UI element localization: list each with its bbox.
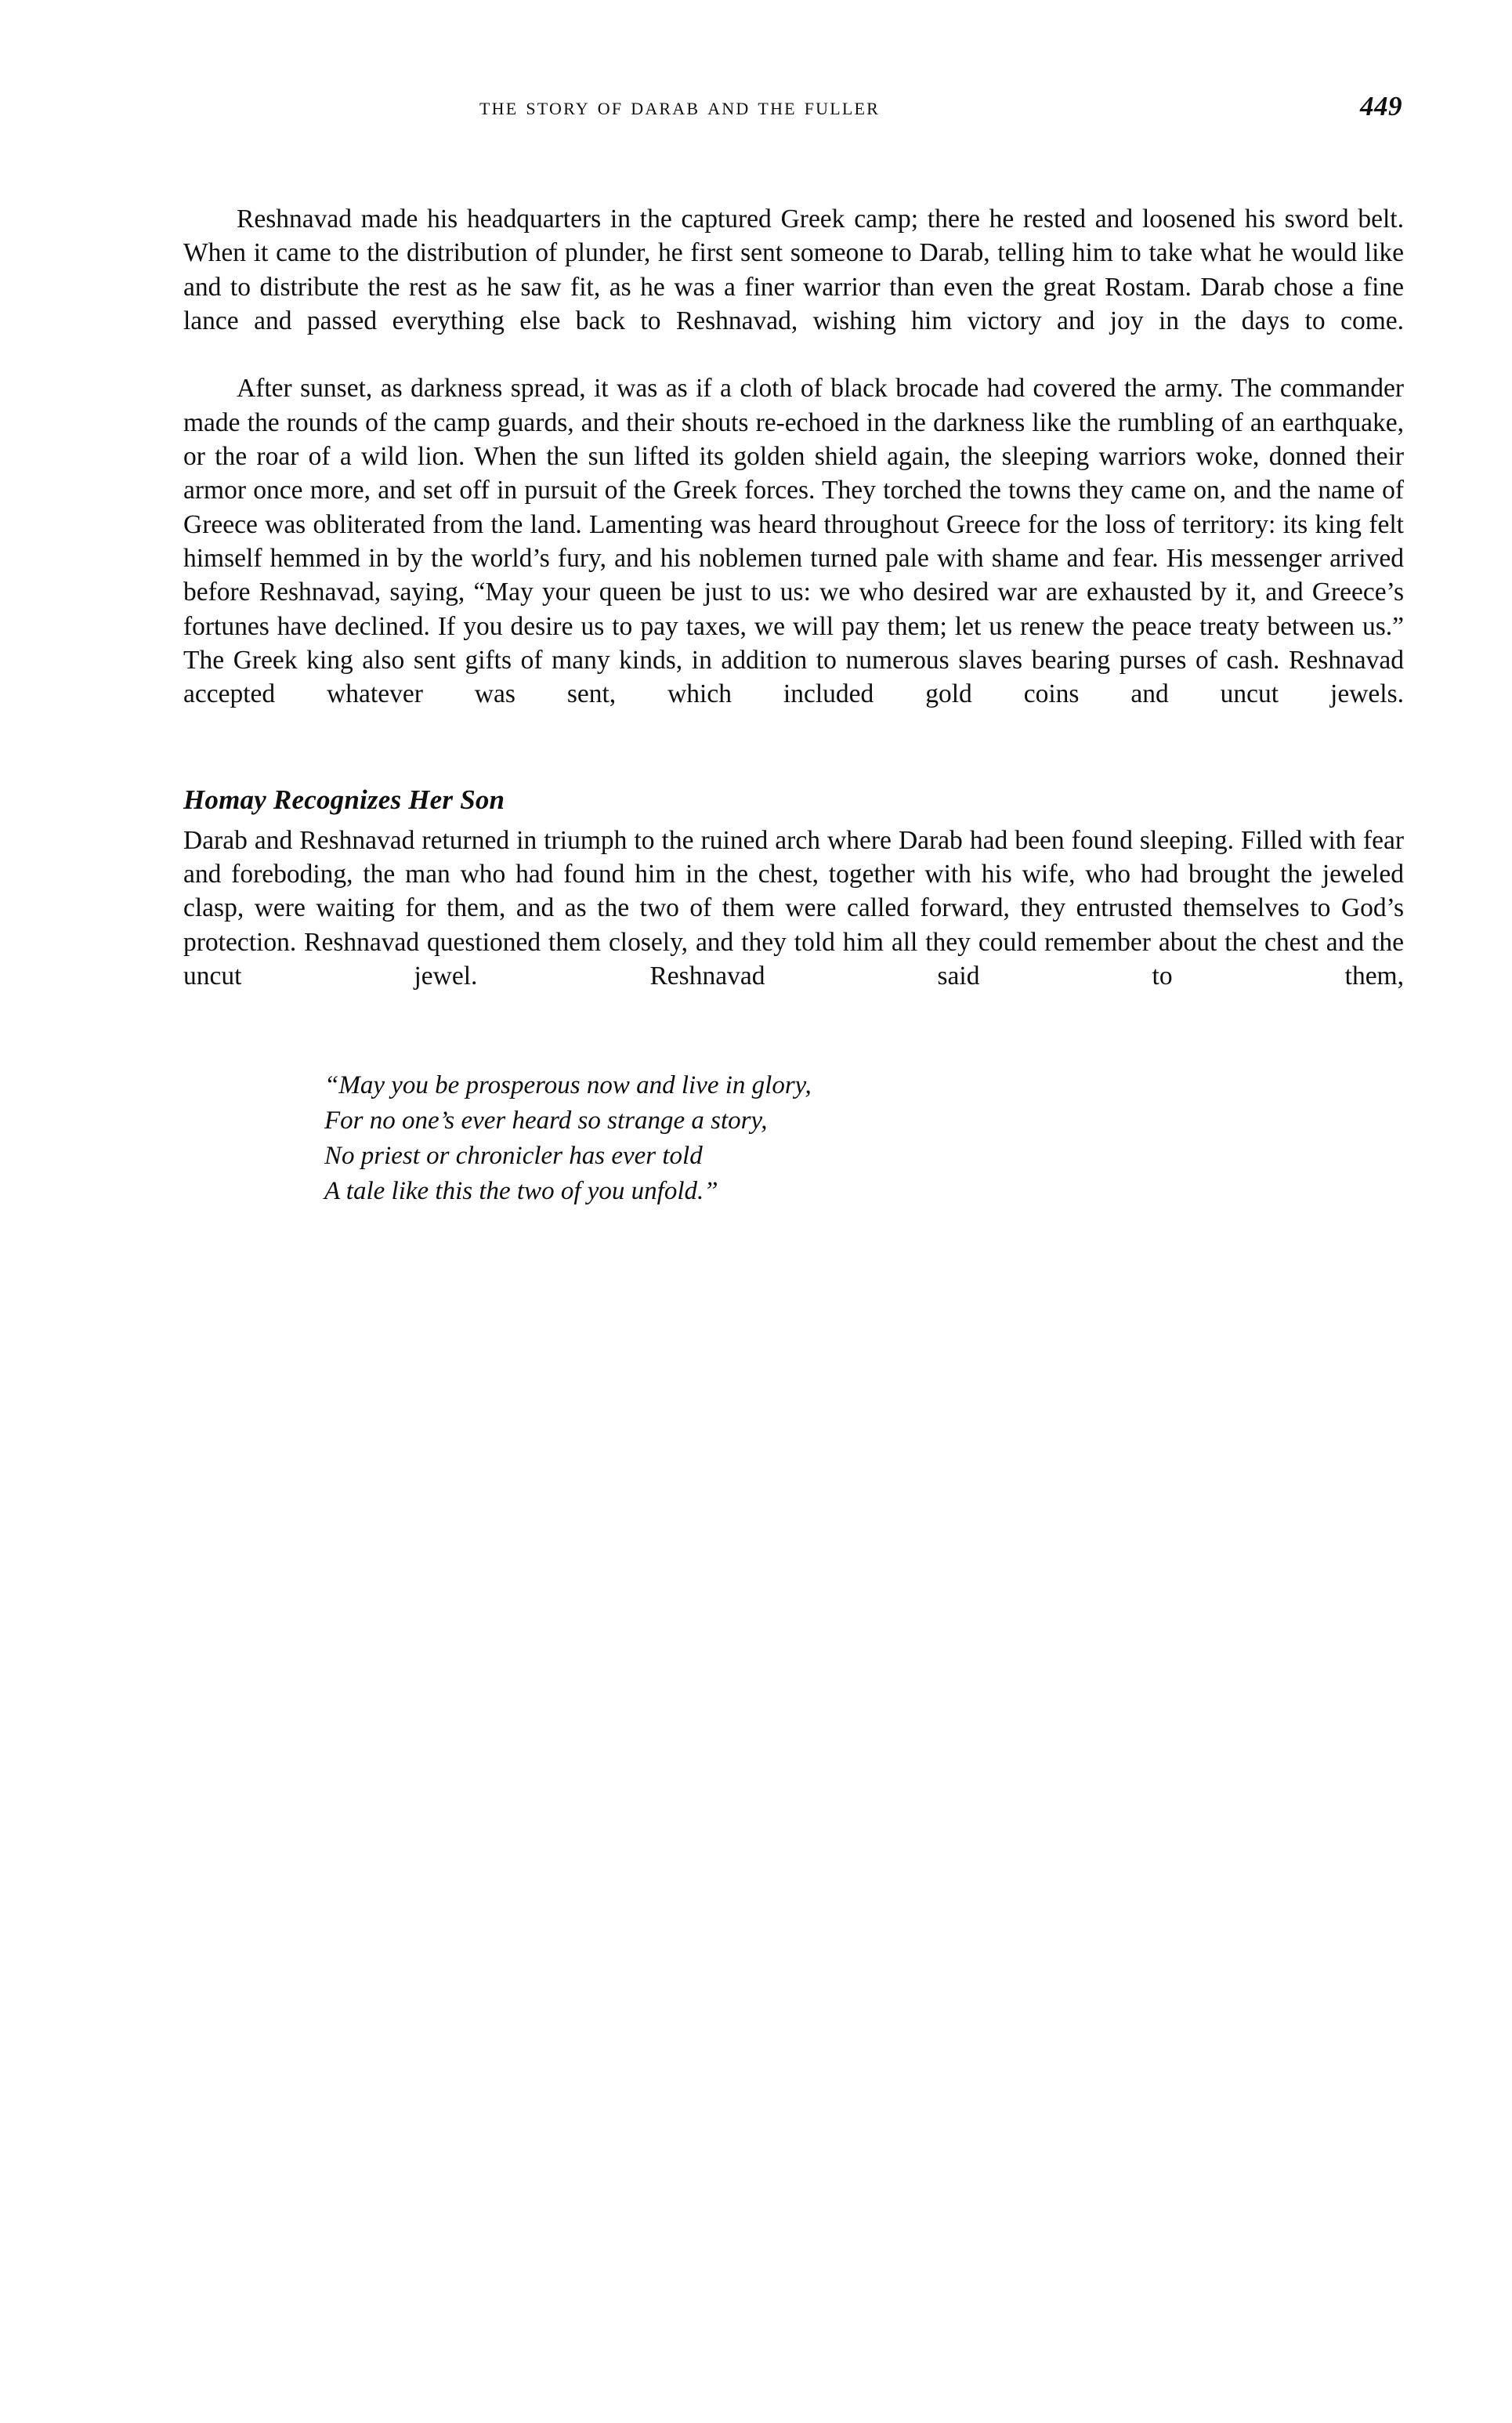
verse-spacer-above — [183, 1027, 1404, 1068]
paragraph-1: Reshnavad made his headquarters in the captured Greek camp; there he rested and loosened his sword belt. When it came to the distribution of plunder, he first sent someone to Darab, telling him to take what he would like and to distribute the rest as he saw fit, as he was a finer warrior than even the great Rostam. Darab chose a fine lance and passed everything else back to Reshnavad, wishing him victory and joy in the days to come. — [183, 205, 1404, 335]
running-head — [183, 92, 1402, 136]
verse-line-2: For no one’s ever heard so strange a story, — [324, 1106, 768, 1135]
verse-line-4: A tale like this the two of you unfold.” — [324, 1176, 718, 1205]
page-number: 449 — [1360, 91, 1402, 121]
verse-line-1: “May you be prosperous now and live in glory, — [324, 1070, 812, 1099]
paragraph-3: Darab and Reshnavad returned in triumph to the ruined arch where Darab had been found sleeping. Filled with fear and foreboding, the man who had found him in the chest, together with his wife, who had brought the jeweled clasp, were waiting for them, and as the two of them were called forward, they entrusted themselves to God’s protection. Reshnavad questioned them closely, and they told him all they could remember about the chest and the uncut jewel. Reshnavad said to them, — [183, 825, 1404, 991]
verse-block — [183, 1068, 1404, 1209]
heading-spacer-above — [183, 745, 1404, 783]
verse-line-3: No priest or chronicler has ever told — [324, 1141, 703, 1170]
heading-spacer-below — [183, 817, 1404, 824]
section-heading: Homay Recognizes Her Son — [183, 784, 505, 815]
paragraph-2: After sunset, as darkness spread, it was as if a cloth of black brocade had covered the army. The commander made the rounds of the camp guards, and their shouts re-echoed in the darkness like the rumbling of an earthquake, or the roar of a wild lion. When the sun lifted its golden shield again, the sleeping warriors woke, donned their armor once more, and set off in pursuit of the Greek forces. They torched the towns they came on, and the name of Greece was obliterated from the land. Lamenting was heard throughout Greece for the loss of territory: its king felt himself hemmed in by the world’s fury, and his noblemen turned pale with shame and fear. His messenger arrived before Reshnavad, saying, “May your queen be just to us: we who desired war are exhausted by it, and Greece’s fortunes have declined. If you desire us to pay taxes, we will pay them; let us renew the peace treaty between us.” The Greek king also sent gifts of many kinds, in addition to numerous slaves bearing purses of cash. Reshnavad accepted whatever was sent, which included gold coins and uncut jewels. — [183, 374, 1404, 709]
body-text-block — [183, 202, 1404, 1209]
running-head-title: the story of darab and the fuller — [479, 92, 881, 120]
